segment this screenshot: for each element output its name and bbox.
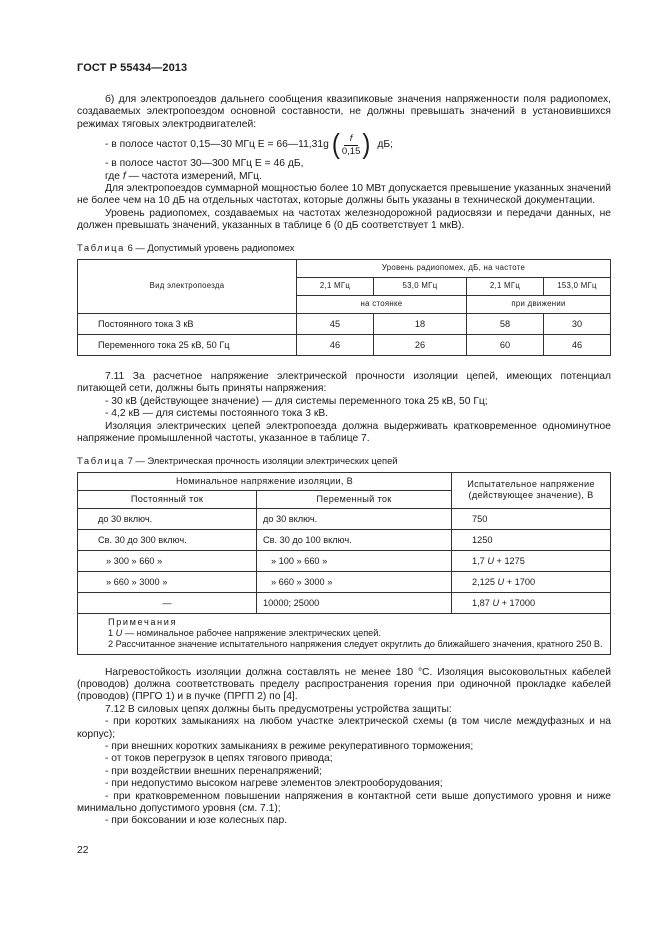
- formula-1: [77, 129, 611, 161]
- table-6-row-label: Постоянного тока 3 кВ: [78, 314, 297, 335]
- formula-1-fraction: [331, 129, 371, 161]
- bullet-item: - при воздействии внешних перенапряжений;: [105, 765, 323, 777]
- table-6-cell: 46: [544, 335, 611, 356]
- bullet-item: - при боксовании и юзе колесных пар.: [105, 815, 288, 827]
- table-7-dc-cell: —: [78, 592, 257, 613]
- table-7-ac-cell: до 30 включ.: [257, 508, 452, 529]
- table-7-test-cell: 2,125 U + 1700: [452, 571, 611, 592]
- variable-f: f: [122, 170, 126, 182]
- note-2: 2 Рассчитанное значение испытательного напряжения следует округлить до ближайшего значения, кратного 250 В.: [108, 639, 603, 650]
- table-7-ac-cell: 10000; 25000: [257, 592, 452, 613]
- page-content: [77, 94, 611, 828]
- table-6-cell: 60: [467, 335, 544, 356]
- paragraph-insulation: Изоляция электрических цепей электропоезда должна выдерживать кратковременное одноминутное напряжение промышленной частоты, указанное в таблице 7.: [77, 420, 611, 445]
- table-6-caption: Таблица 6 — Допустимый уровень радиопомех: [77, 241, 295, 253]
- bullet-item: - от токов перегрузок в цепях тягового привода;: [105, 753, 333, 765]
- table-7-ac-cell: Св. 30 до 100 включ.: [257, 529, 452, 550]
- table-7-ac-cell: » 100 » 660 »: [257, 550, 452, 571]
- bullet-item: - при коротких замыканиях на любом участке электрической схемы (в том числе междуфазных и на корпус);: [77, 716, 611, 740]
- fraction-denominator: 0,15: [341, 145, 361, 157]
- paragraph-b: б) для электропоездов дальнего сообщения квазипиковые значения напряженности поля радиопомех, создаваемых электропоездом основной составности, не должны превышать значений в установившихся режимах тяговых электродвигателей:: [77, 94, 611, 130]
- table-7-test-cell: 1,7 U + 1275: [452, 550, 611, 571]
- table-row: [78, 592, 611, 613]
- table-6-header-level: Уровень радиопомех, дБ, на частоте: [297, 260, 611, 278]
- table-7-ac-cell: » 660 » 3000 »: [257, 571, 452, 592]
- paragraph-power: Для электропоездов суммарной мощностью более 10 МВт допускается превышение указанных значений не более чем на 10 дБ на отдельных частотах, которые должны быть указаны в технической документации.: [77, 183, 611, 207]
- table-row: [78, 335, 611, 356]
- table-7-header-ac: Переменный ток: [257, 490, 452, 508]
- table-row: [78, 550, 611, 571]
- table-6-cell: 26: [374, 335, 467, 356]
- paragraph-7-12: 7.12 В силовых цепях должны быть предусмотрены устройства защиты:: [105, 703, 452, 715]
- table-6-freq: 53,0 МГц: [374, 278, 467, 296]
- bullet-item: - при кратковременном повышении напряжения в контактной сети выше допустимого уровня и ниже минимально допустимого уровня (см. 7.1);: [77, 790, 611, 814]
- formula-2: - в полосе частот 30—300 МГц E = 46 дБ,: [105, 158, 304, 170]
- table-7-test-cell: 750: [452, 508, 611, 529]
- table-6-cell: 58: [467, 314, 544, 335]
- table-6-cell: 46: [297, 335, 374, 356]
- bullet-item: - при недопустимо высоком нагреве элементов электрооборудования;: [105, 778, 443, 790]
- where-definition: где f — частота измерений, МГц.: [105, 170, 262, 182]
- table-6-cell: 30: [544, 314, 611, 335]
- table-7-dc-cell: » 660 » 3000 »: [78, 571, 257, 592]
- table-7-test-cell: 1250: [452, 529, 611, 550]
- left-paren: (: [331, 129, 340, 161]
- right-paren: ): [362, 129, 371, 161]
- table-6: [77, 259, 611, 356]
- table-row: [78, 314, 611, 335]
- formula-1-unit: дБ;: [377, 139, 393, 151]
- table-6-header-vehicle: Вид электропоезда: [78, 260, 297, 314]
- table-row: [78, 508, 611, 529]
- paragraph-heat: Нагревостойкость изоляции должна составлять не менее 180 °С. Изоляция высоковольтных кабелей (проводов) должна соответствовать пределу распространения горения при одиночной прокладке кабелей (проводов) (ПРГО 1) и в пучке (ПРГП 2) по [4].: [77, 666, 611, 703]
- table-row: [78, 571, 611, 592]
- table-6-freq: 153,0 МГц: [544, 278, 611, 296]
- table-6-row-label: Переменного тока 25 кВ, 50 Гц: [78, 335, 297, 356]
- table-7-header-test: Испытательное напряжение (действующее значение), В: [452, 472, 611, 508]
- bullet-item: - 30 кВ (действующее значение) — для системы переменного тока 25 кВ, 50 Гц;: [105, 395, 488, 407]
- page-number: 22: [77, 845, 89, 856]
- table-7-notes: [78, 613, 611, 654]
- table-7-dc-cell: » 300 » 660 »: [78, 550, 257, 571]
- table-7: [77, 472, 611, 655]
- formula-1-text: - в полосе частот 0,15—30 МГц E = 66—11,31g: [105, 139, 329, 151]
- standard-header: ГОСТ Р 55434—2013: [77, 62, 188, 74]
- notes-title: Примечания: [108, 616, 178, 627]
- table-7-test-cell: 1,87 U + 17000: [452, 592, 611, 613]
- paragraph-level: Уровень радиопомех, создаваемых на частотах железнодорожной радиосвязи и передачи данных, не должен превышать значений, указанных в таблице 6 (0 дБ соответствует 1 мкВ).: [77, 207, 611, 232]
- table-6-cell: 45: [297, 314, 374, 335]
- table-7-dc-cell: Св. 30 до 300 включ.: [78, 529, 257, 550]
- table-6-mode-moving: при движении: [467, 296, 611, 314]
- bullet-item: - при внешних коротких замыканиях в режиме рекуперативного торможения;: [105, 740, 474, 752]
- table-6-freq: 2,1 МГц: [467, 278, 544, 296]
- table-7-caption: Таблица 7 — Электрическая прочность изоляции электрических цепей: [77, 454, 398, 466]
- table-6-freq: 2,1 МГц: [297, 278, 374, 296]
- fraction-numerator: f: [344, 134, 359, 146]
- table-7-dc-cell: до 30 включ.: [78, 508, 257, 529]
- table-row: [78, 529, 611, 550]
- table-6-cell: 18: [374, 314, 467, 335]
- note-1: 1 U — номинальное рабочее напряжение электрических цепей.: [108, 628, 381, 639]
- table-7-header-nominal: Номинальное напряжение изоляции, В: [78, 472, 452, 490]
- bullet-item: - 4,2 кВ — для системы постоянного тока 3 кВ.: [105, 408, 329, 420]
- table-6-mode-standing: на стоянке: [297, 296, 467, 314]
- paragraph-7-11: 7.11 За расчетное напряжение электрической прочности изоляции цепей, имеющих потенциал питающей сети, должны быть приняты напряжения:: [77, 371, 611, 395]
- table-7-header-dc: Постоянный ток: [78, 490, 257, 508]
